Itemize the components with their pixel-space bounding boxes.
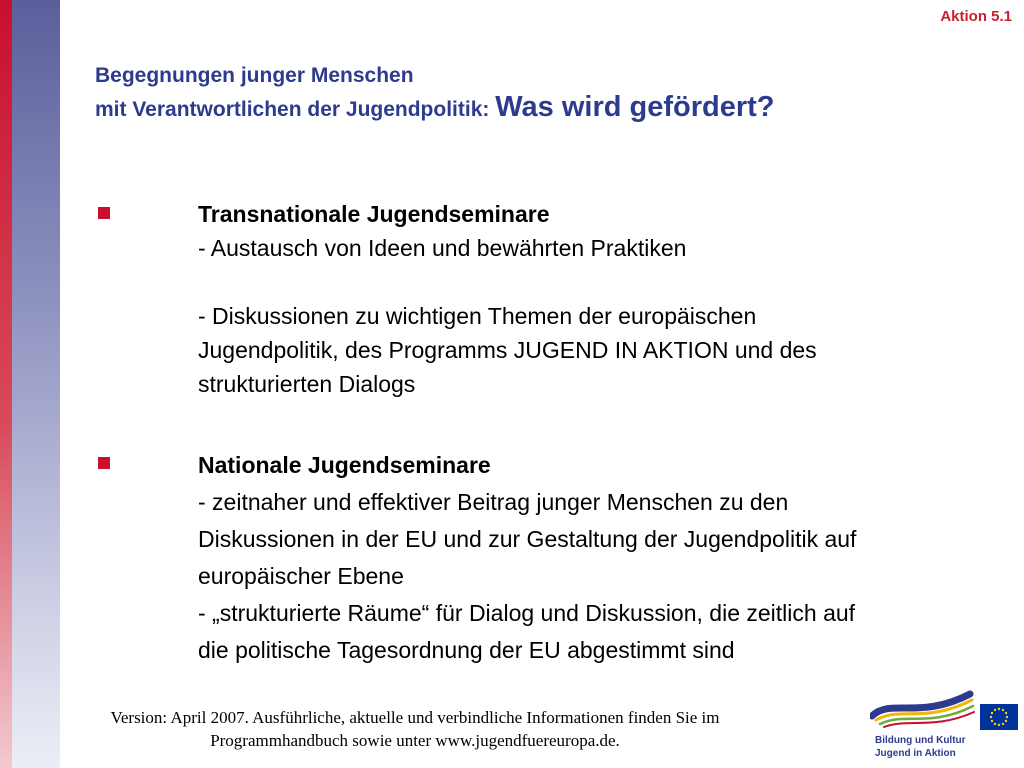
title-line1: Begegnungen junger Menschen: [95, 64, 414, 87]
eu-flag-icon: [980, 704, 1018, 730]
logo-text: [875, 734, 966, 760]
side-bar-blue: [12, 0, 60, 768]
bullet-item: Diskussionen in der EU und zur Gestaltung der Jugendpolitik auf: [198, 526, 857, 552]
program-logo: [870, 690, 1020, 768]
logo-line1: Bildung und Kultur: [875, 735, 966, 746]
title-question: Was wird gefördert?: [495, 91, 775, 123]
bullet-item: europäischer Ebene: [198, 563, 404, 589]
title-line2: [95, 90, 995, 127]
slide-title: [95, 62, 995, 127]
title-line2-prefix: mit Verantwortlichen der Jugendpolitik:: [95, 98, 496, 121]
bullet-item: die politische Tagesordnung der EU abgestimmt sind: [198, 637, 735, 663]
side-bar-red: [0, 0, 12, 768]
spacer: [198, 265, 958, 299]
footer-version-note: [80, 706, 750, 752]
bullet-item: - Diskussionen zu wichtigen Themen der europäischen: [198, 303, 757, 329]
bullet-square-icon: [98, 207, 110, 219]
bullet-heading: Transnationale Jugendseminare: [198, 201, 550, 227]
action-label: Aktion 5.1: [940, 8, 1012, 25]
bullet-heading: Nationale Jugendseminare: [198, 452, 491, 478]
bullet-item: strukturierten Dialogs: [198, 371, 416, 397]
footer-line2: Programmhandbuch sowie unter www.jugendfuereuropa.de.: [210, 731, 620, 750]
logo-line2: Jugend in Aktion: [875, 748, 956, 759]
bullet-square-icon: [98, 457, 110, 469]
bullet-item: - zeitnaher und effektiver Beitrag junger Menschen zu den: [198, 489, 789, 515]
bullet-content: [198, 447, 958, 669]
bullet-item: Jugendpolitik, des Programms JUGEND IN AKTION und des: [198, 337, 817, 363]
bullet-item: - Austausch von Ideen und bewährten Praktiken: [198, 235, 687, 261]
bullet-content: [198, 197, 958, 401]
swoosh-logo-icon: [870, 690, 975, 730]
bullet-item: - „strukturierte Räume“ für Dialog und Diskussion, die zeitlich auf: [198, 600, 856, 626]
footer-line1: Version: April 2007. Ausführliche, aktuelle und verbindliche Informationen finden Sie im: [110, 708, 720, 727]
